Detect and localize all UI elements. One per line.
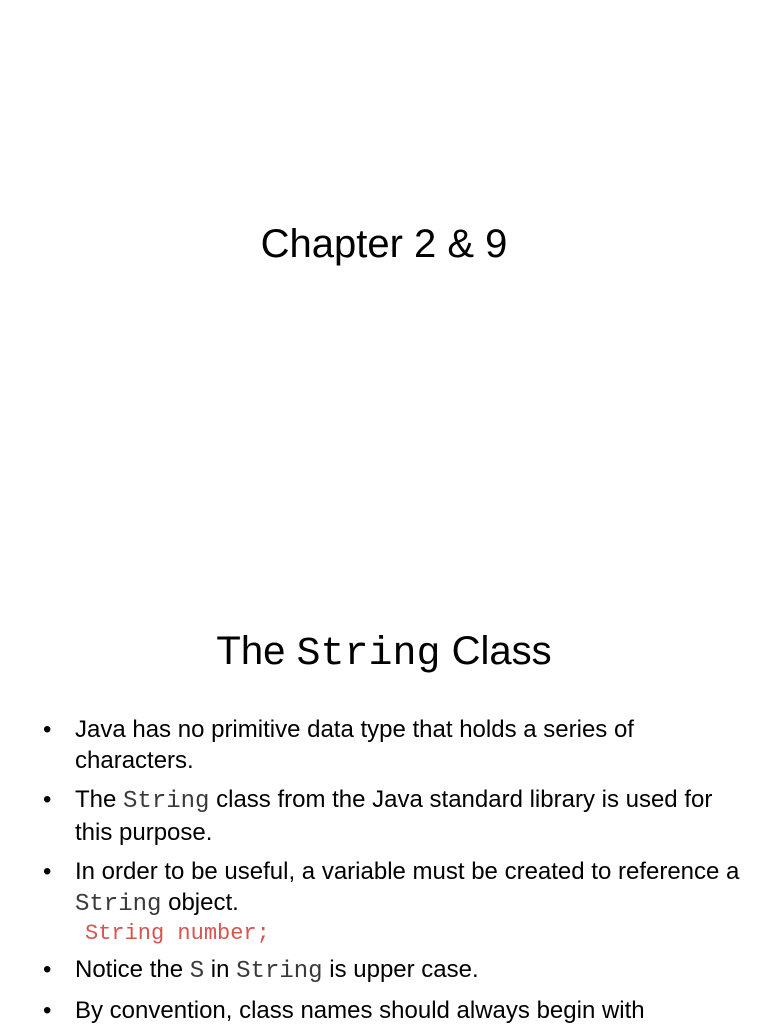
code-example: String number;	[85, 921, 270, 946]
inline-code: String	[75, 891, 162, 918]
bullet-dot: •	[43, 716, 52, 743]
bullet-text: Notice the	[75, 956, 190, 983]
bullet-dot: •	[43, 997, 52, 1024]
inline-code: String	[236, 958, 323, 985]
bullet-dot: •	[43, 786, 52, 813]
bullet-item	[40, 856, 740, 920]
bullet-item	[40, 995, 740, 1024]
bullet-text: The	[75, 786, 124, 813]
bullet-text: in	[204, 956, 237, 983]
bullet-text: By convention, class names should always begin with	[75, 997, 645, 1024]
bullet-item	[40, 714, 740, 776]
bullet-text: class from the Java standard library is used for this purpose.	[75, 786, 713, 846]
title-code-string: String	[296, 632, 441, 677]
bullet-text: In order to be useful, a variable must be created to reference a	[75, 858, 740, 885]
chapter-title: Chapter 2 & 9	[260, 222, 508, 266]
code-example-row	[40, 920, 740, 948]
bullet-item	[40, 954, 740, 987]
bullet-item	[40, 784, 740, 848]
bullet-text: Java has no primitive data type that holds a series of characters.	[75, 716, 634, 774]
inline-code: S	[189, 958, 205, 985]
bullet-text: object.	[161, 889, 239, 916]
title-text-before: The	[216, 629, 297, 673]
inline-code: String	[123, 788, 210, 815]
slide-title	[0, 627, 768, 679]
bullet-dot: •	[43, 858, 52, 885]
title-text-after: Class	[440, 629, 552, 673]
bullet-dot: •	[43, 956, 52, 983]
bullet-text: is upper case.	[322, 956, 479, 983]
bullet-list	[40, 714, 740, 1024]
